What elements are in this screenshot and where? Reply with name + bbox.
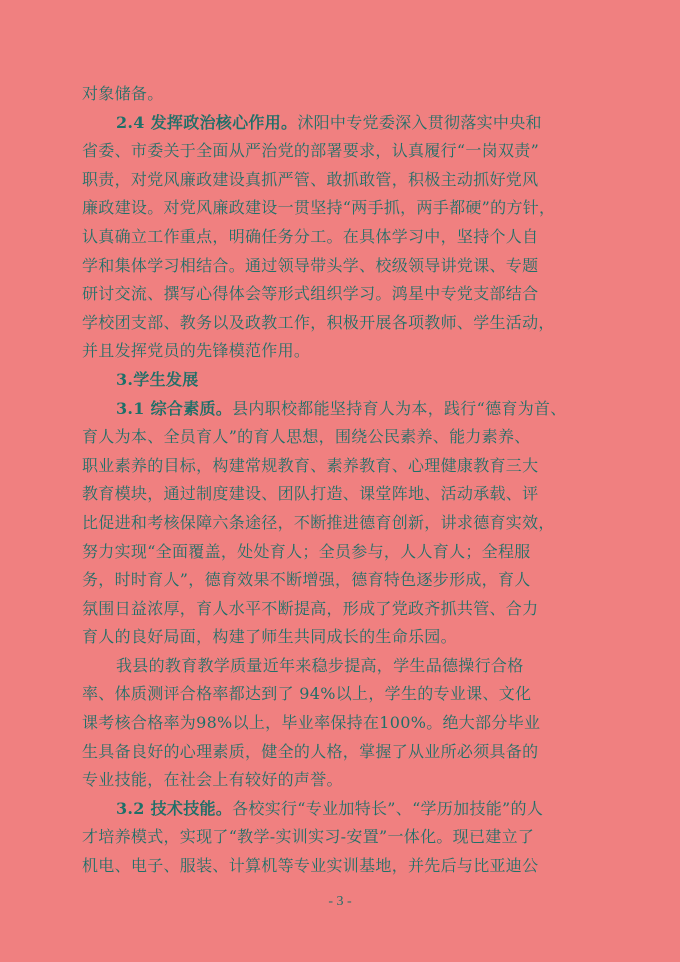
text-line [82,652,602,681]
text-segment: 生具备良好的心理素质，健全的人格，掌握了从业所必须具备的 [82,741,539,761]
text-line [82,623,602,652]
text-segment: 学和集体学习相结合。通过领导带头学、校级领导讲党课、专题 [82,255,539,275]
text-segment: 教育模块，通过制度建设、团队打造、课堂阵地、活动承载、评 [82,484,539,504]
text-line [82,194,602,223]
text-line [82,366,602,395]
text-line [82,709,602,738]
text-segment: 育人的良好局面，构建了师生共同成长的生命乐园。 [82,627,457,647]
text-segment: 县内职校都能坚持育人为本，践行“德育为首、 [232,398,567,418]
text-line [82,223,602,252]
text-line [82,423,602,452]
text-segment: 才培养模式，实现了“教学-实训实习-安置”一体化。现已建立了 [82,827,535,847]
text-segment: 职业素养的目标，构建常规教育、素养教育、心理健康教育三大 [82,455,539,475]
text-line [82,280,602,309]
text-line [82,252,602,281]
text-line [82,109,602,138]
text-segment: 努力实现“全面覆盖，处处育人；全员参与，人人育人；全程服 [82,541,531,561]
text-segment: 机电、电子、服装、计算机等专业实训基地，并先后与比亚迪公 [82,856,539,876]
text-line [82,823,602,852]
text-segment: 对象储备。 [82,84,164,103]
text-segment: 务，时时育人”，德育效果不断增强，德育特色逐步形成，育人 [82,570,531,590]
bold-text-segment: 3.1 综合素质。 [116,398,233,418]
text-segment: 职责，对党风廉政建设真抓严管、敢抓敢管，积极主动抓好党风 [82,169,539,189]
text-line [82,680,602,709]
text-line [82,595,602,624]
text-line [82,852,602,881]
text-line [82,309,602,338]
text-line [82,795,602,824]
text-segment: 认真确立工作重点，明确任务分工。在具体学习中，坚持个人自 [82,226,539,246]
text-segment: 育人为本、全员育人”的育人思想，围绕公民素养、能力素养、 [82,427,531,447]
text-segment: 省委、市委关于全面从严治党的部署要求，认真履行“一岗双责” [82,141,540,161]
text-line [82,395,602,424]
text-line [82,166,602,195]
bold-text-segment: 3.学生发展 [116,369,199,389]
text-segment: 各校实行“专业加特长”、“学历加技能”的人 [232,798,544,818]
text-line [82,766,602,795]
document-body [82,80,602,881]
text-segment: 氛围日益浓厚，育人水平不断提高，形成了党政齐抓共管、合力 [82,598,539,618]
text-segment: 我县的教育教学质量近年来稳步提高，学生品德操行合格 [116,655,524,675]
text-line [82,566,602,595]
text-line [82,452,602,481]
text-segment: 并且发挥党员的先锋模范作用。 [82,341,311,361]
text-line [82,80,602,109]
text-line [82,738,602,767]
text-line [82,509,602,538]
text-line [82,337,602,366]
text-line [82,137,602,166]
text-line [82,480,602,509]
text-segment: 沭阳中专党委深入贯彻落实中央和 [297,112,542,132]
text-segment: 比促进和考核保障六条途径，不断推进德育创新，讲求德育实效， [82,512,555,532]
text-segment: 率、体质测评合格率都达到了 94%以上，学生的专业课、文化 [82,684,532,704]
text-segment: 研讨交流、撰写心得体会等形式组织学习。鸿星中专党支部结合 [82,284,539,304]
bold-text-segment: 3.2 技术技能。 [116,798,233,818]
bold-text-segment: 2.4 发挥政治核心作用。 [116,112,298,132]
text-segment: 专业技能，在社会上有较好的声誉。 [82,770,343,790]
text-segment: 廉政建设。对党风廉政建设一贯坚持“两手抓，两手都硬”的方针， [82,198,556,218]
text-line [82,538,602,567]
page-number: - 3 - [328,894,352,909]
text-segment: 学校团支部、教务以及政教工作，积极开展各项教师、学生活动， [82,312,555,332]
text-segment: 课考核合格率为98%以上，毕业率保持在100%。绝大部分毕业 [82,713,541,733]
